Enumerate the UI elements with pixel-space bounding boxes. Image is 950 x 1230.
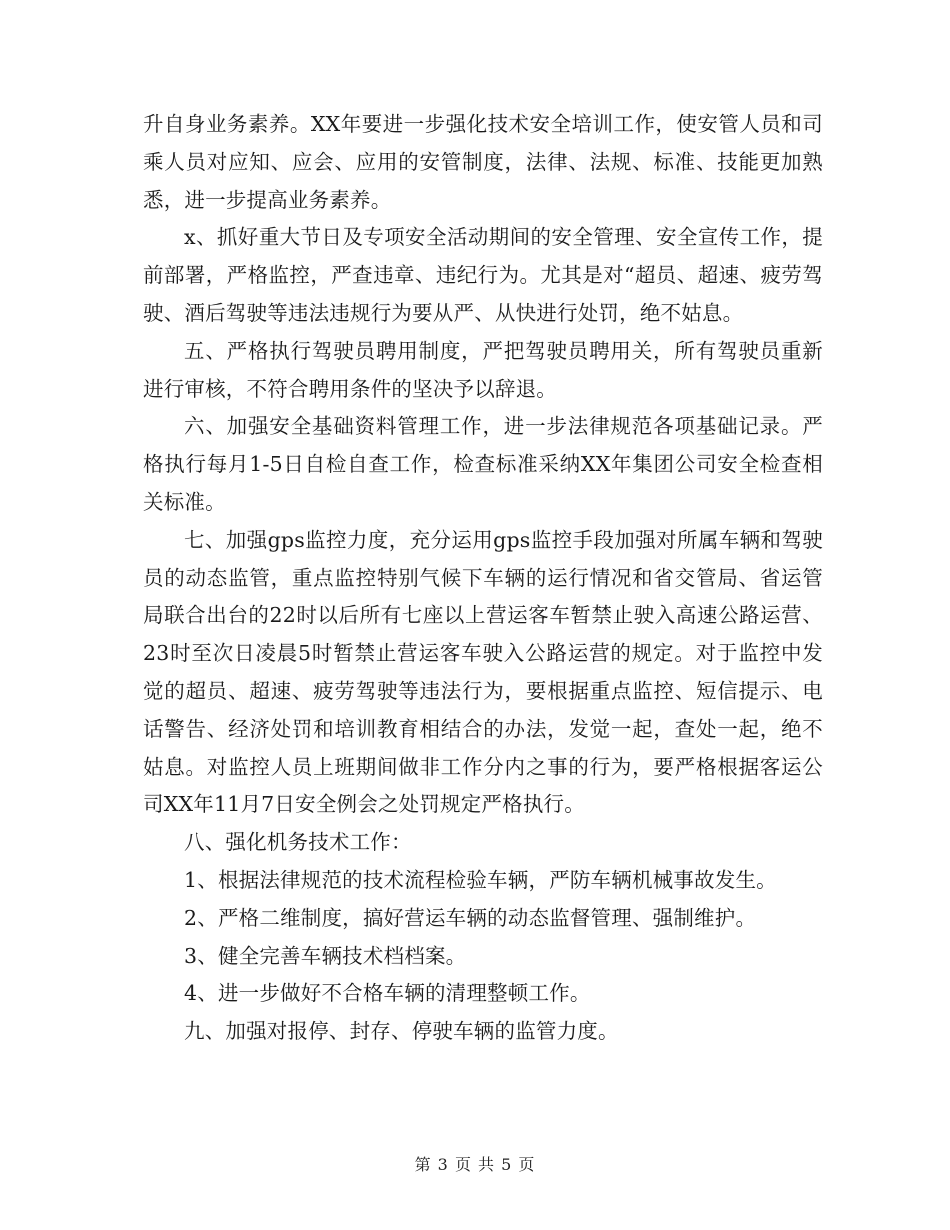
paragraph: 六、加强安全基础资料管理工作，进一步法律规范各项基础记录。严格执行每月1-5日自检自查工作，检查标准采纳XX年集团公司安全检查相关标准。 <box>143 414 823 514</box>
paragraph: 五、严格执行驾驶员聘用制度，严把驾驶员聘用关，所有驾驶员重新进行审核，不符合聘用条件的坚决予以辞退。 <box>143 338 823 401</box>
paragraph: 1、根据法律规范的技术流程检验车辆，严防车辆机械事故发生。 <box>184 867 777 892</box>
paragraph: 七、加强gps监控力度，充分运用gps监控手段加强对所属车辆和驾驶员的动态监管，重点监控特别气候下车辆的运行情况和省交管局、省运管局联合出台的22时以后所有七座以上营运客车暂禁止驶入高速公路运营、23时至次日凌晨5时暂禁止营运客车驶入公路运营的规定。对于监控中发觉的超员、超速、疲劳驾驶等违法行为，要根据重点监控、短信提示、电话警告、经济处罚和培训教育相结合的办法，发觉一起，查处一起，绝不姑息。对监控人员上班期间做非工作分内之事的行为，要严格根据客运公司XX年11月7日安全例会之处罚规定严格执行。 <box>143 527 823 817</box>
paragraph: 2、严格二维制度，搞好营运车辆的动态监督管理、强制维护。 <box>184 905 757 930</box>
document-body <box>143 106 823 1051</box>
paragraph: 八、强化机务技术工作： <box>184 830 412 855</box>
paragraph: 3、健全完善车辆技术档档案。 <box>184 943 467 968</box>
page-number-footer: 第 3 页 共 5 页 <box>414 1155 536 1174</box>
paragraph: x、抓好重大节日及专项安全活动期间的安全管理、安全宣传工作，提前部署，严格监控，严查违章、违纪行为。尤其是对“超员、超速、疲劳驾驶、酒后驾驶等违法违规行为要从严、从快进行处罚，绝不姑息。 <box>143 225 823 325</box>
paragraph: 4、进一步做好不合格车辆的清理整顿工作。 <box>184 981 591 1006</box>
paragraph: 九、加强对报停、封存、停驶车辆的监管力度。 <box>184 1019 619 1044</box>
paragraph: 升自身业务素养。XX年要进一步强化技术安全培训工作，使安管人员和司乘人员对应知、应会、应用的安管制度，法律、法规、标准、技能更加熟悉，进一步提高业务素养。 <box>143 112 823 212</box>
